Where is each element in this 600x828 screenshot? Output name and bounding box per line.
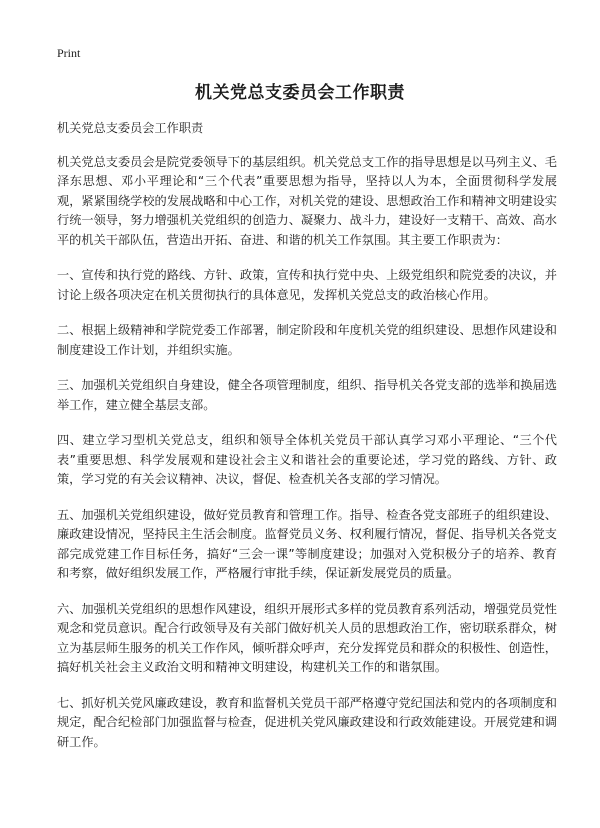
- print-link[interactable]: Print: [57, 46, 81, 60]
- duty-paragraph-3: 三、加强机关党组织自身建设，健全各项管理制度，组织、指导机关各党支部的选举和换届选举工作，建立健全基层支部。: [57, 378, 557, 412]
- duty-paragraph-5: 五、加强机关党组织建设，做好党员教育和管理工作。指导、检查各党支部班子的组织建设、廉政建设情况，坚持民主生活会制度。监督党员义务、权利履行情况，督促、指导机关各党支部完成党建工作目标任务，搞好“三会一课”等制度建设；加强对入党积极分子的培养、教育和考察，做好组织发展工作，严格履行审批手续，保证新发展党员的质量。: [57, 507, 557, 580]
- intro-paragraph: 机关党总支委员会是院党委领导下的基层组织。机关党总支工作的指导思想是以马列主义、毛泽东思想、邓小平理论和“三个代表”重要思想为指导，坚持以人为本，全面贯彻科学发展观，紧紧围绕学校的发展战略和中心工作，对机关党的建设、思想政治工作和精神文明建设实行统一领导，努力增强机关党组织的创造力、凝聚力、战斗力，建设好一支精干、高效、高水平的机关干部队伍，营造出开拓、奋进、和谐的机关工作氛围。其主要工作职责为：: [57, 154, 557, 247]
- duty-paragraph-2: 二、根据上级精神和学院党委工作部署，制定阶段和年度机关党的组织建设、思想作风建设和制度建设工作计划，并组织实施。: [57, 323, 557, 357]
- document-subtitle: 机关党总支委员会工作职责: [57, 121, 204, 135]
- document-body: [57, 119, 557, 768]
- page-title: 机关党总支委员会工作职责: [195, 83, 405, 103]
- duty-paragraph-6: 六、加强机关党组织的思想作风建设，组织开展形式多样的党员教育系列活动，增强党员党性观念和党员意识。配合行政领导及有关部门做好机关人员的思想政治工作，密切联系群众，树立为基层师生服务的机关工作作风，倾听群众呼声，充分发挥党员和群众的积极性、创造性，搞好机关社会主义政治文明和精神文明建设，构建机关工作的和谐氛围。: [57, 601, 557, 674]
- duty-paragraph-4: 四、建立学习型机关党总支，组织和领导全体机关党员干部认真学习邓小平理论、“三个代表”重要思想、科学发展观和建设社会主义和谐社会的重要论述，学习党的路线、方针、政策，学习党的有关会议精神、决议，督促、检查机关各支部的学习情况。: [57, 433, 557, 486]
- duty-paragraph-7: 七、抓好机关党风廉政建设，教育和监督机关党员干部严格遵守党纪国法和党内的各项制度和规定，配合纪检部门加强监督与检查，促进机关党风廉政建设和行政效能建设。开展党建和调研工作。: [57, 695, 557, 749]
- duty-paragraph-1: 一、宣传和执行党的路线、方针、政策，宣传和执行党中央、上级党组织和院党委的决议，并讨论上级各项决定在机关贯彻执行的具体意见，发挥机关党总支的政治核心作用。: [57, 268, 557, 302]
